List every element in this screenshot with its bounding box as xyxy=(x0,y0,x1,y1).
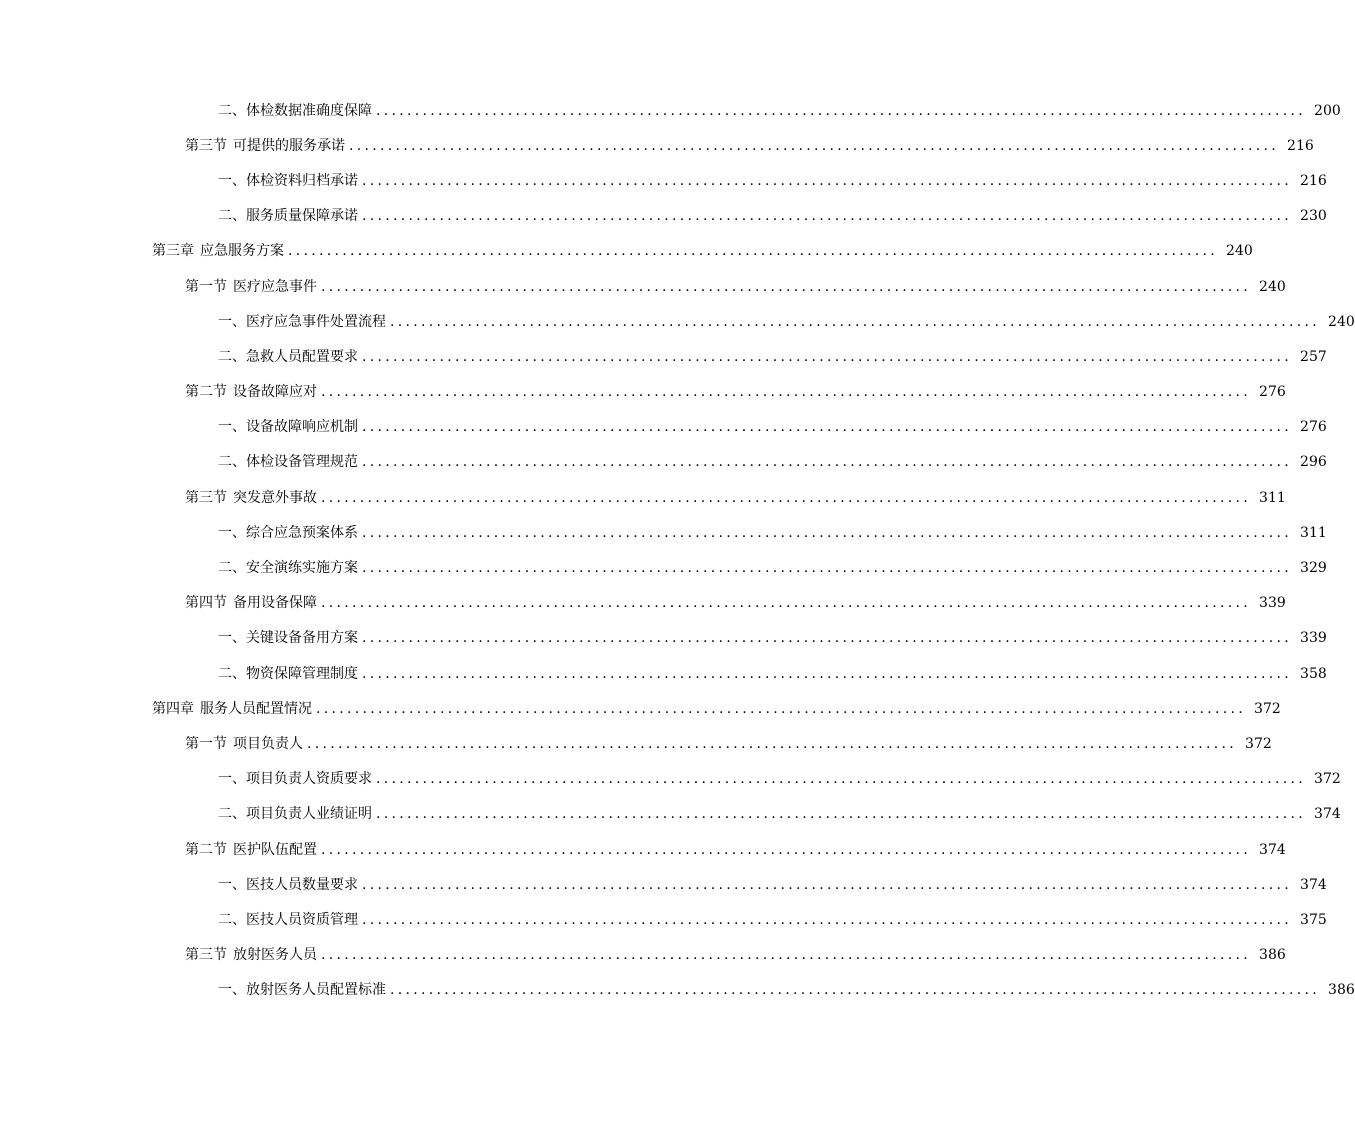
toc-entry-page: 257 xyxy=(1300,348,1327,365)
toc-entry-number: 一、 xyxy=(218,630,246,647)
toc-entry-page: 240 xyxy=(1328,313,1355,330)
toc-entry[interactable] xyxy=(0,375,1286,410)
toc-entry-number: 第二节 xyxy=(185,841,227,858)
toc-entry[interactable] xyxy=(0,480,1286,515)
toc-entry-title: 应急服务方案 xyxy=(200,243,284,260)
toc-entry-page: 374 xyxy=(1314,806,1341,823)
toc-entry-number: 一、 xyxy=(218,172,246,189)
toc-entry-title: 设备故障应对 xyxy=(233,384,317,401)
dot-leader: ........................................................................................................................ xyxy=(362,348,1293,365)
dot-leader: ........................................................................................................................ xyxy=(321,278,1252,295)
dot-leader: ........................................................................................................................ xyxy=(321,947,1252,964)
toc-entry-number: 第三节 xyxy=(185,489,227,506)
toc-entry-page: 329 xyxy=(1300,560,1327,577)
toc-entry-title: 备用设备保障 xyxy=(233,595,317,612)
toc-entry-number: 第三节 xyxy=(185,947,227,964)
toc-entry[interactable] xyxy=(0,797,1341,832)
toc-entry[interactable] xyxy=(0,234,1253,269)
toc-entry[interactable] xyxy=(0,621,1327,656)
toc-entry-title: 体检资料归档承诺 xyxy=(246,172,358,189)
toc-entry-page: 311 xyxy=(1259,489,1286,506)
toc-entry-title: 物资保障管理制度 xyxy=(246,665,358,682)
toc-entry[interactable] xyxy=(0,163,1327,198)
toc-entry[interactable] xyxy=(0,199,1327,234)
toc-entry-number: 二、 xyxy=(218,806,246,823)
toc-entry-page: 372 xyxy=(1245,735,1272,752)
toc-entry[interactable] xyxy=(0,938,1286,973)
dot-leader: ........................................................................................................................ xyxy=(390,313,1321,330)
toc-entry-page: 276 xyxy=(1300,419,1327,436)
dot-leader: ........................................................................................................................ xyxy=(362,665,1293,682)
toc-entry-title: 放射医务人员 xyxy=(233,947,317,964)
toc-entry-title: 体检设备管理规范 xyxy=(246,454,358,471)
toc-entry-page: 386 xyxy=(1328,982,1355,999)
toc-entry-number: 二、 xyxy=(218,348,246,365)
toc-entry-page: 372 xyxy=(1254,700,1281,717)
toc-entry-number: 二、 xyxy=(218,454,246,471)
dot-leader: ........................................................................................................................ xyxy=(362,419,1293,436)
toc-entry-page: 276 xyxy=(1259,384,1286,401)
toc-entry-number: 一、 xyxy=(218,524,246,541)
dot-leader: ........................................................................................................................ xyxy=(288,243,1219,260)
toc-entry-page: 296 xyxy=(1300,454,1327,471)
toc-entry[interactable] xyxy=(0,304,1355,339)
toc-entry-number: 一、 xyxy=(218,982,246,999)
dot-leader: ........................................................................................................................ xyxy=(376,102,1307,119)
toc-entry[interactable] xyxy=(0,902,1327,937)
toc-entry-page: 311 xyxy=(1300,524,1327,541)
toc-entry-number: 二、 xyxy=(218,911,246,928)
toc-entry-number: 第四章 xyxy=(152,700,194,717)
toc-entry-page: 339 xyxy=(1300,630,1327,647)
toc-entry-title: 设备故障响应机制 xyxy=(246,419,358,436)
toc-entry-number: 一、 xyxy=(218,313,246,330)
toc-entry[interactable] xyxy=(0,832,1286,867)
toc-entry-page: 216 xyxy=(1300,172,1327,189)
toc-entry[interactable] xyxy=(0,726,1272,761)
toc-entry-page: 386 xyxy=(1259,947,1286,964)
toc-entry[interactable] xyxy=(0,550,1327,585)
toc-entry[interactable] xyxy=(0,515,1327,550)
toc-entry-page: 200 xyxy=(1314,102,1341,119)
toc-entry[interactable] xyxy=(0,656,1327,691)
toc-entry-title: 服务人员配置情况 xyxy=(200,700,312,717)
toc-entry-page: 375 xyxy=(1300,911,1327,928)
dot-leader: ........................................................................................................................ xyxy=(349,137,1280,154)
toc-entry[interactable] xyxy=(0,691,1281,726)
toc-entry-title: 急救人员配置要求 xyxy=(246,348,358,365)
dot-leader: ........................................................................................................................ xyxy=(362,172,1293,189)
toc-entry-number: 第一节 xyxy=(185,278,227,295)
toc-entry-title: 安全演练实施方案 xyxy=(246,560,358,577)
toc-entry-title: 医护队伍配置 xyxy=(233,841,317,858)
toc-entry-title: 医疗应急事件 xyxy=(233,278,317,295)
toc-entry-title: 医技人员资质管理 xyxy=(246,911,358,928)
toc-entry-page: 358 xyxy=(1300,665,1327,682)
dot-leader: ........................................................................................................................ xyxy=(362,454,1293,471)
toc-entry-title: 医技人员数量要求 xyxy=(246,876,358,893)
dot-leader: ........................................................................................................................ xyxy=(316,700,1247,717)
toc-entry-title: 放射医务人员配置标准 xyxy=(246,982,386,999)
toc-entry-title: 项目负责人业绩证明 xyxy=(246,806,372,823)
toc-entry-title: 关键设备备用方案 xyxy=(246,630,358,647)
toc-entry-number: 第三章 xyxy=(152,243,194,260)
toc-entry-title: 服务质量保障承诺 xyxy=(246,208,358,225)
dot-leader: ........................................................................................................................ xyxy=(376,806,1307,823)
toc-entry[interactable] xyxy=(0,410,1327,445)
toc-entry-number: 二、 xyxy=(218,208,246,225)
dot-leader: ........................................................................................................................ xyxy=(390,982,1321,999)
toc-entry-page: 230 xyxy=(1300,208,1327,225)
toc-entry-number: 一、 xyxy=(218,876,246,893)
table-of-contents xyxy=(0,93,1355,1008)
toc-entry[interactable] xyxy=(0,269,1286,304)
dot-leader: ........................................................................................................................ xyxy=(321,595,1252,612)
dot-leader: ........................................................................................................................ xyxy=(321,841,1252,858)
dot-leader: ........................................................................................................................ xyxy=(321,384,1252,401)
toc-entry[interactable] xyxy=(0,973,1355,1008)
toc-entry-page: 216 xyxy=(1287,137,1314,154)
toc-entry-page: 374 xyxy=(1259,841,1286,858)
toc-entry-number: 第三节 xyxy=(185,137,227,154)
toc-entry[interactable] xyxy=(0,445,1327,480)
toc-entry-page: 339 xyxy=(1259,595,1286,612)
toc-entry-page: 372 xyxy=(1314,771,1341,788)
toc-entry[interactable] xyxy=(0,93,1341,128)
toc-entry[interactable] xyxy=(0,762,1341,797)
toc-entry-title: 体检数据准确度保障 xyxy=(246,102,372,119)
toc-entry[interactable] xyxy=(0,128,1314,163)
toc-entry[interactable] xyxy=(0,867,1327,902)
toc-entry-title: 医疗应急事件处置流程 xyxy=(246,313,386,330)
toc-entry-number: 二、 xyxy=(218,102,246,119)
dot-leader: ........................................................................................................................ xyxy=(362,524,1293,541)
toc-entry-title: 项目负责人资质要求 xyxy=(246,771,372,788)
dot-leader: ........................................................................................................................ xyxy=(362,876,1293,893)
toc-entry-title: 项目负责人 xyxy=(233,735,303,752)
toc-entry-page: 240 xyxy=(1259,278,1286,295)
toc-entry-number: 一、 xyxy=(218,419,246,436)
toc-entry-number: 二、 xyxy=(218,665,246,682)
dot-leader: ........................................................................................................................ xyxy=(321,489,1252,506)
toc-entry-title: 突发意外事故 xyxy=(233,489,317,506)
dot-leader: ........................................................................................................................ xyxy=(362,630,1293,647)
toc-entry-title: 综合应急预案体系 xyxy=(246,524,358,541)
toc-entry-number: 第一节 xyxy=(185,735,227,752)
toc-entry-number: 第四节 xyxy=(185,595,227,612)
dot-leader: ........................................................................................................................ xyxy=(362,560,1293,577)
toc-entry-number: 二、 xyxy=(218,560,246,577)
toc-entry-title: 可提供的服务承诺 xyxy=(233,137,345,154)
dot-leader: ........................................................................................................................ xyxy=(376,771,1307,788)
toc-entry-page: 240 xyxy=(1226,243,1253,260)
dot-leader: ........................................................................................................................ xyxy=(307,735,1238,752)
dot-leader: ........................................................................................................................ xyxy=(362,911,1293,928)
toc-entry-page: 374 xyxy=(1300,876,1327,893)
toc-entry-number: 一、 xyxy=(218,771,246,788)
toc-entry[interactable] xyxy=(0,339,1327,374)
toc-entry-number: 第二节 xyxy=(185,384,227,401)
dot-leader: ........................................................................................................................ xyxy=(362,208,1293,225)
toc-entry[interactable] xyxy=(0,586,1286,621)
